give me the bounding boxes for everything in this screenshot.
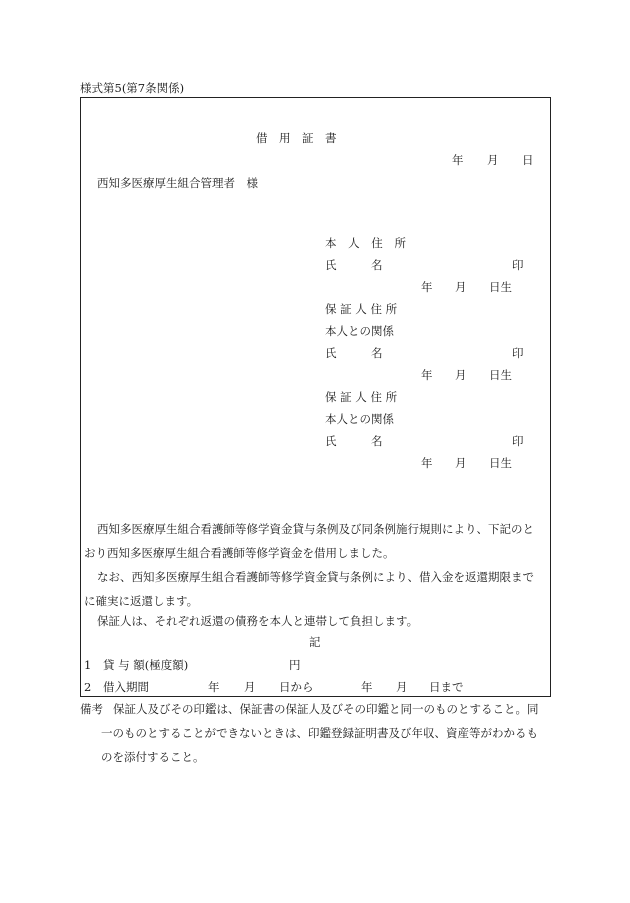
remarks-line1: 保証人及びその印鑑は、保証書の保証人及びその印鑑と同一のものとすること。同: [113, 702, 539, 716]
borrower-birth-year: 年: [421, 280, 433, 294]
borrower-birth-month: 月: [455, 280, 467, 294]
item2-from-year: 年: [208, 680, 220, 694]
item2-to-day: 日まで: [429, 680, 464, 694]
guarantor2-birth-month: 月: [455, 456, 467, 470]
remarks-label: 備考: [80, 702, 103, 716]
guarantor1-seal: 印: [512, 346, 524, 360]
guarantor1-birth-year: 年: [421, 368, 433, 382]
document-title: 借 用 証 書: [256, 131, 337, 145]
date-day: 日: [522, 153, 534, 167]
item2-from-day: 日から: [279, 680, 314, 694]
borrower-seal: 印: [512, 258, 524, 272]
addressee: 西知多医療厚生組合管理者 様: [97, 176, 258, 190]
guarantor2-birth-day: 日生: [489, 456, 512, 470]
borrower-birth-day: 日生: [489, 280, 512, 294]
guarantor2-address-label: 保 証 人 住 所: [325, 390, 398, 404]
guarantor1-birth-month: 月: [455, 368, 467, 382]
guarantor1-address-label: 保 証 人 住 所: [325, 302, 398, 316]
body-p1-line2: おり西知多医療厚生組合看護師等修学資金を借用しました。: [84, 546, 395, 560]
body-p1-line1: 西知多医療厚生組合看護師等修学資金貸与条例及び同条例施行規則により、下記のと: [97, 522, 534, 536]
borrower-address-label: 本 人 住 所: [325, 236, 410, 250]
item2-to-year: 年: [361, 680, 373, 694]
item2-to-month: 月: [396, 680, 408, 694]
ki-mark: 記: [309, 635, 321, 649]
remarks-line2: 一のものとすることができないときは、印鑑登録証明書及び年収、資産等がわかるも: [101, 726, 538, 740]
guarantor2-relation-label: 本人との関係: [325, 412, 394, 426]
guarantor1-birth-day: 日生: [489, 368, 512, 382]
guarantor1-name-label: 氏 名: [325, 346, 383, 360]
item2-from-month: 月: [244, 680, 256, 694]
item2-number: 2: [84, 680, 92, 694]
date-year: 年: [452, 153, 464, 167]
date-month: 月: [487, 153, 499, 167]
guarantor2-birth-year: 年: [421, 456, 433, 470]
form-label: 様式第5(第7条関係): [80, 81, 185, 95]
item1-unit: 円: [289, 658, 301, 672]
guarantor1-relation-label: 本人との関係: [325, 324, 394, 338]
body-p2-line1: なお、西知多医療厚生組合看護師等修学資金貸与条例により、借入金を返還期限まで: [97, 570, 534, 584]
guarantor2-name-label: 氏 名: [325, 434, 383, 448]
item1-label: 貸 与 額(極度額): [103, 658, 189, 672]
item2-label: 借入期間: [103, 680, 149, 694]
borrower-name-label: 氏 名: [325, 258, 383, 272]
guarantor2-seal: 印: [512, 434, 524, 448]
body-p2-line2: に確実に返還します。: [84, 594, 199, 608]
item1-number: 1: [84, 658, 92, 672]
remarks-line3: のを添付すること。: [101, 750, 205, 764]
body-p3: 保証人は、それぞれ返還の債務を本人と連帯して負担します。: [97, 614, 419, 628]
